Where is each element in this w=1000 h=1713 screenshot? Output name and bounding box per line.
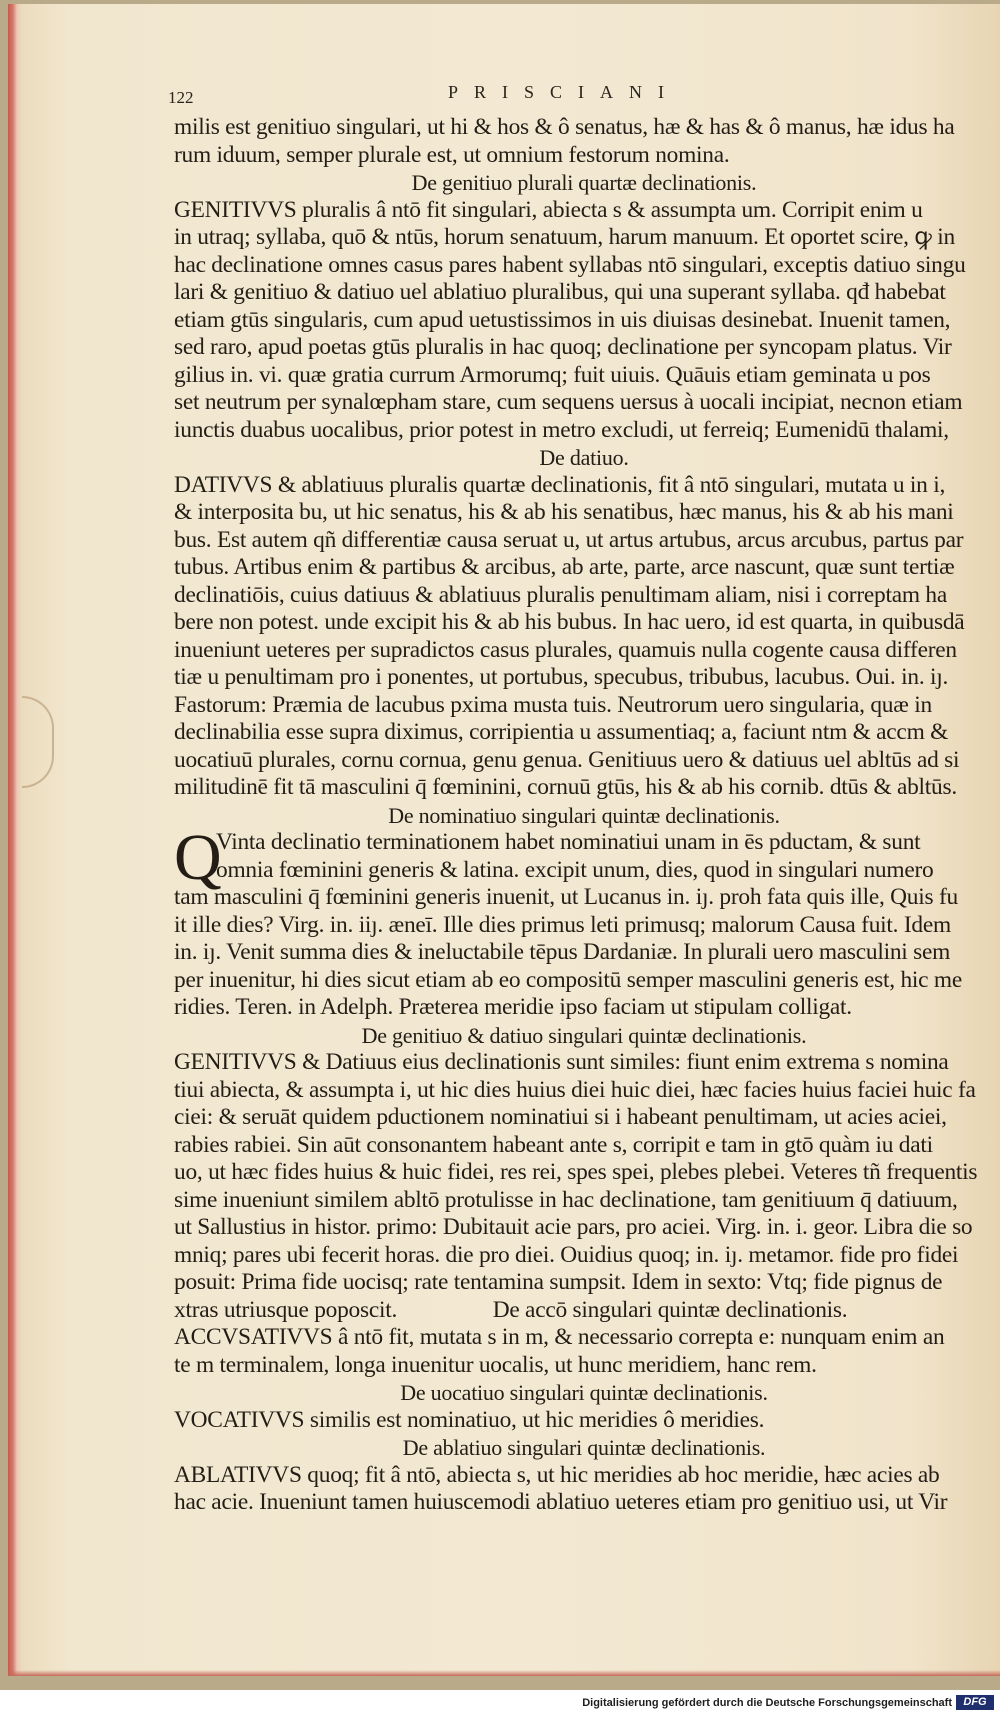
text-line: rum iduum, semper plurale est, ut omnium festorum nomina. — [174, 141, 730, 168]
text-line: DATIVVS & ablatiuus pluralis quartæ declinationis, fit â ntō singulari, mutata u in i, — [174, 471, 946, 498]
text-line: in utraq; syllaba, quō & ntūs, horum senatuum, harum manuum. Et oportet scire, ꝙ in — [174, 224, 955, 250]
book-page — [8, 4, 1000, 1676]
text-line: tiæ u penultimam pro i ponentes, ut portubus, specubus, tribubus, lacubus. Oui. in. iȷ. — [174, 664, 949, 690]
folio-number: 122 — [168, 88, 194, 107]
text-line: bus. Est autem qñ differentiæ causa seruat u, ut artus artubus, arcus arcubus, partus par — [174, 526, 964, 553]
text-line: etiam gtūs singularis, cum apud uetustissimos in uis diuisas desinebat. Inuenit tamen, — [174, 306, 951, 333]
section-heading: De datiuo. — [539, 445, 629, 470]
text-line: tiui abiecta, & assumpta i, ut hic dies huius diei huic diei, hæc facies huius faciei huic fa — [174, 1076, 976, 1103]
section-heading: De genitiuo plurali quartæ declinationis. — [411, 170, 757, 195]
text-line: ACCVSATIVVS â ntō fit, mutata s in m, & necessario correpta e: nunquam enim an — [174, 1324, 945, 1350]
text-line: ut Sallustius in histor. primo: Dubitauit acie pars, pro aciei. Virg. in. i. geor. Libra die so — [174, 1214, 973, 1240]
text-line: hac declinatione omnes casus pares habent syllabas ntō singulari, exceptis datiuo singu — [174, 251, 966, 278]
text-line: ridies. Teren. in Adelph. Præterea meridie ipso faciam ut stipulam colligat. — [174, 994, 852, 1020]
text-line: te m terminalem, longa inuenitur uocalis, ut hunc meridiem, hanc rem. — [174, 1351, 817, 1378]
text-line: & interposita bu, ut hic senatus, his & ab his senatibus, hæc manus, his & ab his mani — [174, 499, 954, 525]
text-line: gilius in. vi. quæ gratia currum Armorumq; fuit uiuis. Quāuis etiam geminata u pos — [174, 361, 931, 388]
drop-initial: Q — [174, 821, 222, 894]
text-line: sed raro, apud poetas gtūs pluralis in hac quoq; declinatione per syncopam platus. Vir — [174, 334, 952, 360]
text-line: declinabilia esse supra diximus, corripientia u assumentiaq; a, faciunt ntm & accm & — [174, 719, 949, 745]
initial-paragraph — [174, 821, 994, 894]
text-line: Vinta declinatio terminationem habet nominatiui unam in ēs pductam, & sunt — [216, 829, 921, 855]
clasp-mark — [22, 696, 54, 788]
footer-credit: Digitalisierung gefördert durch die Deutsche Forschungsgemeinschaft — [582, 1697, 952, 1709]
text-line: Fastorum: Præmia de lacubus pxima musta tuis. Neutrorum uero singularia, quæ in — [174, 691, 932, 718]
text-line: set neutrum per synalœpham stare, cum sequens uersus à uocali incipiat, necnon etiam — [174, 389, 963, 415]
text-fragment: xtras utriusque poposcit. — [174, 1296, 398, 1323]
text-line: ABLATIVVS quoq; fit â ntō, abiecta s, ut hic meridies ab hoc meridie, hæc acies ab — [174, 1461, 940, 1488]
section-heading: De uocatiuo singulari quintæ declinationis. — [400, 1380, 768, 1405]
text-line: mniq; pares ubi fecerit horas. die pro diei. Ouidius quoq; in. iȷ. metamor. fide pro fidei — [174, 1241, 959, 1268]
section-heading: De nominatiuo singulari quintæ declinationis. — [388, 802, 780, 828]
text-line: GENITIVVS & Datiuus eius declinationis sunt similes: fiunt enim extrema s nomina — [174, 1049, 949, 1075]
text-line: it ille dies? Virg. in. iiȷ. æneī. Ille dies primus leti primusq; malorum Causa fuit. Idem — [174, 911, 951, 938]
text-line-with-heading — [174, 1297, 994, 1325]
page-bottom-edge — [8, 1670, 1000, 1676]
text-line: tam masculini q̄ fœminini generis inuenit, ut Lucanus in. iȷ. proh fata quis ille, Quis fu — [174, 884, 958, 910]
dfg-logo: DFG — [956, 1695, 994, 1710]
text-line: ciei: & seruāt quidem pductionem nominatiui si i habeant penultimam, ut acies aciei, — [174, 1104, 947, 1130]
text-line: tubus. Artibus enim & partibus & arcibus, ab arte, parte, arce nascunt, quæ sunt tertiæ — [174, 554, 955, 580]
text-line: hac acie. Inueniunt tamen huiuscemodi ablatiuo ueteres etiam pro genitiuo usi, ut Vir — [174, 1489, 948, 1515]
text-line: per inuenitur, hi dies sicut etiam ab eo compositū semper masculini generis est, hic me — [174, 966, 962, 993]
text-line: VOCATIVVS similis est nominatiuo, ut hic meridies ô meridies. — [174, 1406, 765, 1433]
text-line: inueniunt ueteres per supradictos casus plurales, quamuis nulla cogente causa differen — [174, 636, 957, 663]
running-head: PRISCIANI — [448, 82, 681, 102]
text-line: bere non potest. unde excipit his & ab his bubus. In hac uero, id est quarta, in quibusdā — [174, 609, 965, 635]
text-line: in. iȷ. Venit summa dies & ineluctabile tēpus Dardaniæ. In plurali uero masculini sem — [174, 939, 951, 965]
text-block — [174, 114, 994, 1517]
text-line: lari & genitiuo & datiuo uel ablatiuo pluralibus, qui una superant syllaba. qđ habebat — [174, 279, 946, 305]
text-line: rabies rabiei. Sin aūt consonantem habeant ante s, corripit e tam in gtō quàm iu dati — [174, 1131, 933, 1158]
text-line: uo, ut hæc fides huius & huic fidei, res rei, spes spei, plebes plebei. Veteres tñ frequentis — [174, 1159, 978, 1185]
section-heading: De genitiuo & datiuo singulari quintæ declinationis. — [361, 1022, 807, 1048]
text-line: milis est genitiuo singulari, ut hi & hos & ô senatus, hæ & has & ô manus, hæ idus ha — [174, 114, 955, 140]
page-edge-red — [8, 4, 22, 1676]
text-line: militudinē fit tā masculini q̄ fœminini, cornuū gtūs, his & ab his cornib. dtūs & abltūs. — [174, 774, 957, 800]
text-line: iunctis duabus uocalibus, prior potest in metro excludi, ut ferreiq; Eumenidū thalami, — [174, 416, 949, 443]
text-line: sime inueniunt similem abltō protulisse in hac declinatione, tam genitiuum q̄ datiuum, — [174, 1186, 958, 1213]
text-line: posuit: Prima fide uocisq; rate tentamina sumpsit. Idem in sexto: Vtq; fide pignus de — [174, 1269, 943, 1295]
section-heading-inline: De accō singulari quintæ declinationis. — [492, 1296, 848, 1323]
text-line: GENITIVVS pluralis â ntō fit singulari, abiecta s & assumpta um. Corripit enim u — [174, 196, 923, 223]
text-line: uocatiuū plurales, cornu cornua, genu genua. Genitiuus uero & datiuus uel abltūs ad si — [174, 746, 960, 773]
text-line: declinatiōis, cuius datiuus & ablatiuus pluralis penultimam aliam, nisi i correptam ha — [174, 581, 947, 608]
text-line: omnia fœminini generis & latina. excipit unum, dies, quod in singulari numero — [216, 856, 934, 883]
section-heading: De ablatiuo singulari quintæ declinationis. — [402, 1435, 766, 1460]
